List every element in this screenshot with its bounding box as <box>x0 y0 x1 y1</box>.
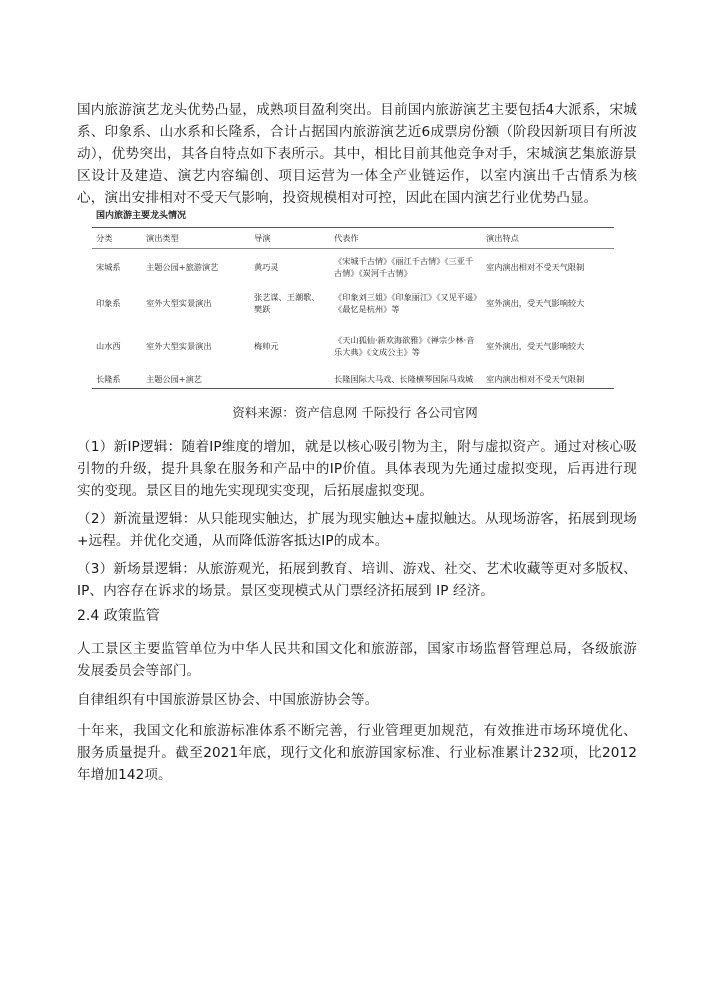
header-director: 导演 <box>254 233 271 243</box>
cell-feature: 室外演出，受天气影响较大 <box>486 297 585 308</box>
cell-type: 主题公园+旅游演艺 <box>146 261 219 272</box>
table-row <box>92 371 614 389</box>
table-title: 国内旅游主要龙头情况 <box>96 211 187 221</box>
leaders-table-figure <box>92 210 614 389</box>
cell-works: 长隆国际大马戏、长隆横琴国际马戏城 <box>334 374 474 385</box>
cell-category: 宋城系 <box>96 261 121 272</box>
cell-category: 印象系 <box>96 297 121 308</box>
logic-ip-paragraph: （1）新IP逻辑：随着IP维度的增加，就是以核心吸引物为主，附与虚拟资产。通过对核心吸引物的升级，提升具象在服务和产品中的IP价值。具体表现为先通过虚拟变现，后再进行现实的变现。景区目的地先实现现实变现，后拓展虚拟变现。 <box>77 439 637 499</box>
table-row <box>92 321 614 371</box>
cell-feature: 室外演出，受天气影响较大 <box>486 340 585 351</box>
cell-director: 张艺谋、王潮歌、樊跃 <box>254 291 320 314</box>
cell-works: 《天山狐仙·新欢海欲雅》《禅宗少林·音乐大典》《文成公主》等 <box>334 334 475 357</box>
source-caption: 资料来源：资产信息网 千际投行 各公司官网 <box>232 405 478 420</box>
table-row <box>92 285 614 321</box>
cell-works: 《宋城千古情》《丽江千古情》《三亚千古情》《炭河千古情》 <box>334 255 474 278</box>
decade-paragraph: 十年来，我国文化和旅游标准体系不断完善，行业管理更加规范，有效推进市场环境优化、服务质量提升。截至2021年底，现行文化和旅游国家标准、行业标准累计232项，比2012年增加142项。 <box>77 723 637 783</box>
logic-scene-paragraph: （3）新场景逻辑：从旅游观光，拓展到教育、培训、游戏、社交、艺术收藏等更对多版权、IP、内容存在诉求的场景。景区变现模式从门票经济拓展到 IP 经济。 <box>77 561 637 599</box>
table-header-row <box>92 228 614 249</box>
logic-traffic-paragraph: （2）新流量逻辑：从只能现实触达，扩展为现实触达+虚拟触达。从现场游客，拓展到现场+远程。并优化交通，从而降低游客抵达IP的成本。 <box>77 511 637 549</box>
self-regulation-paragraph: 自律组织有中国旅游景区协会、中国旅游协会等。 <box>77 692 379 708</box>
section-heading: 2.4 政策监管 <box>77 608 160 624</box>
header-works: 代表作 <box>334 233 359 243</box>
cell-type: 主题公园+演艺 <box>146 374 202 385</box>
cell-director <box>250 371 330 389</box>
header-type: 演出类型 <box>146 233 179 243</box>
cell-director: 黄巧灵 <box>254 261 279 272</box>
cell-feature: 室内演出相对不受天气限制 <box>486 374 585 385</box>
regulator-paragraph: 人工景区主要监管单位为中华人民共和国文化和旅游部，国家市场监督管理总局，各级旅游发展委员会等部门。 <box>77 641 637 679</box>
leaders-table <box>92 227 614 389</box>
cell-type: 室外大型实景演出 <box>146 297 212 308</box>
cell-category: 山水西 <box>96 340 121 351</box>
header-category: 分类 <box>96 233 113 243</box>
cell-works: 《印象刘三姐》《印象丽江》《又见平遥》《最忆是杭州》等 <box>334 291 478 314</box>
table-row <box>92 249 614 285</box>
cell-category: 长隆系 <box>96 374 121 385</box>
intro-paragraph: 国内旅游演艺龙头优势凸显，成熟项目盈利突出。目前国内旅游演艺主要包括4大派系，宋城系、印象系、山水系和长隆系，合计占据国内旅游演艺近6成票房份额（阶段因新项目有所波动），优势突出，其各自特点如下表所示。其中，相比目前其他竞争对手，宋城演艺集旅游景区设计及建造、演艺内容编创、项目运营为一体全产业链运作，以室内演出千古情系为核心，演出安排相对不受天气影响，投资规模相对可控，因此在国内演艺行业优势凸显。 <box>77 102 637 206</box>
cell-director: 梅帅元 <box>254 340 279 351</box>
cell-feature: 室内演出相对不受天气限制 <box>486 261 585 272</box>
header-feature: 演出特点 <box>486 233 519 243</box>
cell-type: 室外大型实景演出 <box>146 340 212 351</box>
